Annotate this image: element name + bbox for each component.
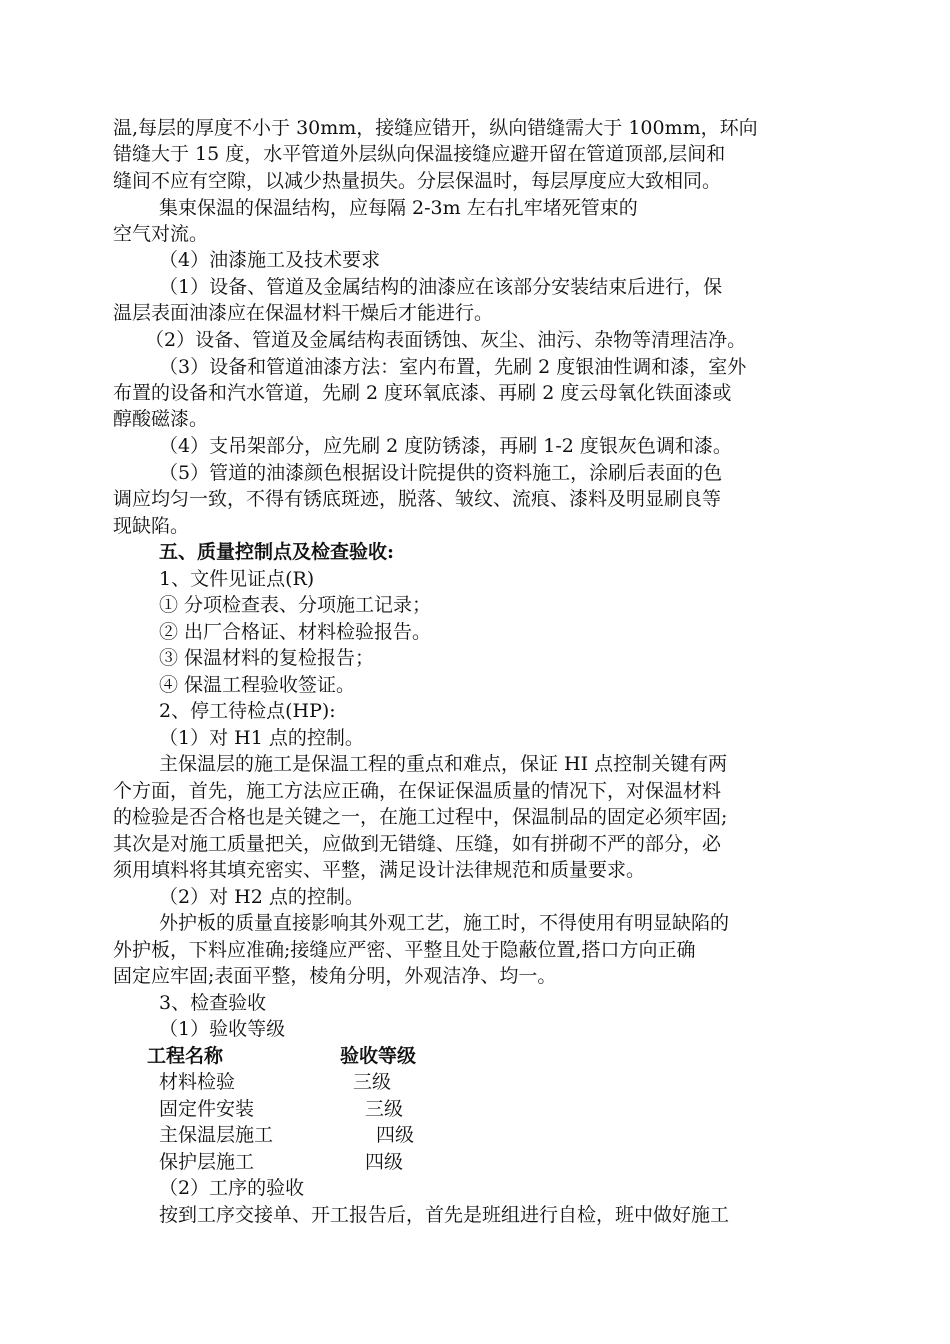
text-line: （1）对 H1 点的控制。 xyxy=(159,727,364,749)
text-line: （5）管道的油漆颜色根据设计院提供的资料施工，涂刷后表面的色 xyxy=(159,462,723,484)
table-cell-level: 三级 xyxy=(365,1098,404,1120)
text-line: 外护板，下料应准确;接缝应严密、平整且处于隐蔽位置,搭口方向正确 xyxy=(113,939,696,961)
text-line: 布置的设备和汽水管道，先刷 2 度环氧底漆、再刷 2 度云母氧化铁面漆或 xyxy=(113,382,732,404)
table-cell-project: 固定件安装 xyxy=(159,1098,255,1120)
text-line: 的检验是否合格也是关键之一，在施工过程中，保温制品的固定必须牢固; xyxy=(113,806,728,828)
text-line: （2）对 H2 点的控制。 xyxy=(159,886,364,908)
text-line: 主保温层的施工是保温工程的重点和难点，保证 HI 点控制关键有两 xyxy=(159,753,728,775)
text-line: 缝间不应有空隙，以减少热量损失。分层保温时，每层厚度应大致相同。 xyxy=(113,170,722,192)
table-cell-level: 三级 xyxy=(353,1071,392,1093)
text-line: 须用填料将其填充密实、平整，满足设计法律规范和质量要求。 xyxy=(113,859,646,881)
text-line: （2）设备、管道及金属结构表面锈蚀、灰尘、油污、杂物等清理洁净。 xyxy=(145,329,747,351)
table-cell-project: 保护层施工 xyxy=(159,1151,255,1173)
table-cell-project: 主保温层施工 xyxy=(159,1124,274,1146)
text-line: （3）设备和管道油漆方法：室内布置，先刷 2 度银油性调和漆，室外 xyxy=(159,356,747,378)
list-item: ② 出厂合格证、材料检验报告。 xyxy=(159,621,432,643)
subheading: 3、检查验收 xyxy=(159,992,267,1014)
section-heading: 五、质量控制点及检查验收: xyxy=(159,541,395,563)
list-item: ① 分项检查表、分项施工记录； xyxy=(159,594,432,616)
text-line: （1）设备、管道及金属结构的油漆应在该部分安装结束后进行，保 xyxy=(159,276,723,298)
text-line: （4）支吊架部分，应先刷 2 度防锈漆，再刷 1-2 度银灰色调和漆。 xyxy=(159,435,732,457)
list-item: ④ 保温工程验收签证。 xyxy=(159,674,356,696)
text-line: 温层表面油漆应在保温材料干燥后才能进行。 xyxy=(113,302,494,324)
text-line: 空气对流。 xyxy=(113,223,209,245)
text-line: 现缺陷。 xyxy=(113,515,190,537)
subheading: （1）验收等级 xyxy=(159,1018,286,1040)
table-cell-project: 材料检验 xyxy=(159,1071,236,1093)
text-line: 其次是对施工质量把关，应做到无错缝、压缝，如有拼砌不严的部分，必 xyxy=(113,833,722,855)
text-line: 外护板的质量直接影响其外观工艺，施工时，不得使用有明显缺陷的 xyxy=(159,912,730,934)
text-line: 醇酸磁漆。 xyxy=(113,408,209,430)
subheading: （2）工序的验收 xyxy=(159,1177,305,1199)
text-line: 温,每层的厚度不小于 30mm，接缝应错开，纵向错缝需大于 100mm，环向 xyxy=(113,117,758,139)
subheading: （4）油漆施工及技术要求 xyxy=(159,249,381,271)
text-line: 按到工序交接单、开工报告后，首先是班组进行自检，班中做好施工 xyxy=(159,1204,730,1226)
subheading: 2、停工待检点(HP): xyxy=(159,700,336,722)
text-line: 固定应牢固;表面平整，棱角分明，外观洁净、均一。 xyxy=(113,965,557,987)
text-line: 集束保温的保温结构，应每隔 2-3m 左右扎牢堵死管束的 xyxy=(159,197,638,219)
table-header-level: 验收等级 xyxy=(340,1045,417,1067)
list-item: ③ 保温材料的复检报告； xyxy=(159,647,375,669)
text-line: 错缝大于 15 度，水平管道外层纵向保温接缝应避开留在管道顶部,层间和 xyxy=(113,143,726,165)
table-cell-level: 四级 xyxy=(376,1124,415,1146)
subheading: 1、文件见证点(R) xyxy=(159,568,315,590)
text-line: 个方面，首先，施工方法应正确，在保证保温质量的情况下，对保温材料 xyxy=(113,780,722,802)
table-header-project: 工程名称 xyxy=(147,1045,224,1067)
text-line: 调应均匀一致，不得有锈底斑迹，脱落、皱纹、流痕、漆料及明显刷良等 xyxy=(113,488,722,510)
table-cell-level: 四级 xyxy=(365,1151,404,1173)
